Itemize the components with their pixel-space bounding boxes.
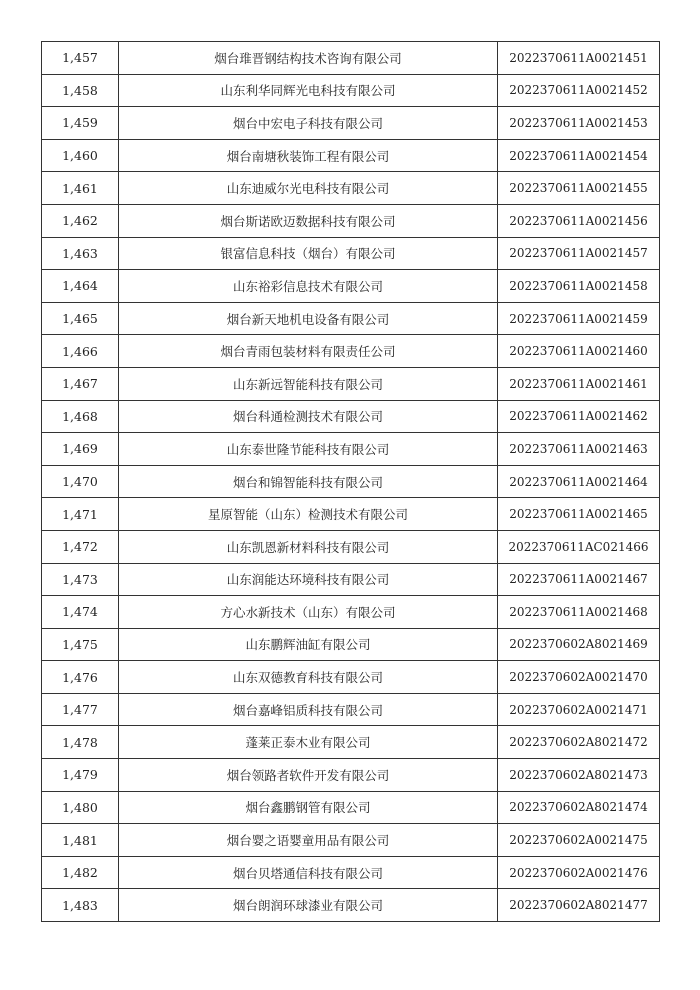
row-number-cell: 1,472 xyxy=(42,530,119,563)
row-number-cell: 1,462 xyxy=(42,204,119,237)
row-number-cell: 1,469 xyxy=(42,433,119,466)
registration-code-cell: 2022370611AC021466 xyxy=(498,530,660,563)
row-number-cell: 1,479 xyxy=(42,759,119,792)
company-name-cell: 烟台婴之语婴童用品有限公司 xyxy=(119,824,498,857)
company-name-cell: 山东鹏辉油缸有限公司 xyxy=(119,628,498,661)
registration-code-cell: 2022370611A0021463 xyxy=(498,433,660,466)
table-row xyxy=(42,139,660,172)
company-name-cell: 山东润能达环境科技有限公司 xyxy=(119,563,498,596)
company-name-cell: 山东迪威尔光电科技有限公司 xyxy=(119,172,498,205)
row-number-cell: 1,458 xyxy=(42,74,119,107)
table-row xyxy=(42,335,660,368)
row-number-cell: 1,457 xyxy=(42,42,119,75)
row-number-cell: 1,467 xyxy=(42,367,119,400)
table-row xyxy=(42,563,660,596)
table-row xyxy=(42,596,660,629)
company-name-cell: 山东双德教育科技有限公司 xyxy=(119,661,498,694)
table-row xyxy=(42,889,660,922)
table-row xyxy=(42,172,660,205)
registration-code-cell: 2022370611A0021454 xyxy=(498,139,660,172)
registration-code-cell: 2022370611A0021465 xyxy=(498,498,660,531)
table-row xyxy=(42,302,660,335)
row-number-cell: 1,470 xyxy=(42,465,119,498)
row-number-cell: 1,463 xyxy=(42,237,119,270)
company-name-cell: 烟台青雨包装材料有限责任公司 xyxy=(119,335,498,368)
row-number-cell: 1,473 xyxy=(42,563,119,596)
table-row xyxy=(42,726,660,759)
table-row xyxy=(42,530,660,563)
registration-code-cell: 2022370602A8021477 xyxy=(498,889,660,922)
table-row xyxy=(42,661,660,694)
registry-table-body xyxy=(42,42,660,922)
table-row xyxy=(42,270,660,303)
registration-code-cell: 2022370611A0021459 xyxy=(498,302,660,335)
registration-code-cell: 2022370611A0021458 xyxy=(498,270,660,303)
table-row xyxy=(42,237,660,270)
company-name-cell: 烟台斯诺欧迈数据科技有限公司 xyxy=(119,204,498,237)
company-name-cell: 方心水新技术（山东）有限公司 xyxy=(119,596,498,629)
registration-code-cell: 2022370611A0021461 xyxy=(498,367,660,400)
row-number-cell: 1,459 xyxy=(42,107,119,140)
row-number-cell: 1,475 xyxy=(42,628,119,661)
registration-code-cell: 2022370611A0021462 xyxy=(498,400,660,433)
row-number-cell: 1,482 xyxy=(42,856,119,889)
registration-code-cell: 2022370611A0021456 xyxy=(498,204,660,237)
company-name-cell: 烟台中宏电子科技有限公司 xyxy=(119,107,498,140)
registration-code-cell: 2022370611A0021468 xyxy=(498,596,660,629)
company-name-cell: 烟台领路者软件开发有限公司 xyxy=(119,759,498,792)
row-number-cell: 1,478 xyxy=(42,726,119,759)
registration-code-cell: 2022370602A0021476 xyxy=(498,856,660,889)
table-row xyxy=(42,498,660,531)
company-name-cell: 烟台贝塔通信科技有限公司 xyxy=(119,856,498,889)
table-row xyxy=(42,791,660,824)
table-row xyxy=(42,204,660,237)
registration-code-cell: 2022370602A8021474 xyxy=(498,791,660,824)
registry-table-container xyxy=(41,41,658,922)
table-row xyxy=(42,367,660,400)
row-number-cell: 1,464 xyxy=(42,270,119,303)
registration-code-cell: 2022370611A0021452 xyxy=(498,74,660,107)
registration-code-cell: 2022370611A0021467 xyxy=(498,563,660,596)
company-name-cell: 烟台嘉峰铝质科技有限公司 xyxy=(119,693,498,726)
registration-code-cell: 2022370602A8021473 xyxy=(498,759,660,792)
table-row xyxy=(42,856,660,889)
row-number-cell: 1,476 xyxy=(42,661,119,694)
row-number-cell: 1,460 xyxy=(42,139,119,172)
registration-code-cell: 2022370611A0021457 xyxy=(498,237,660,270)
registration-code-cell: 2022370611A0021455 xyxy=(498,172,660,205)
company-name-cell: 烟台朗润环球漆业有限公司 xyxy=(119,889,498,922)
row-number-cell: 1,481 xyxy=(42,824,119,857)
table-row xyxy=(42,824,660,857)
table-row xyxy=(42,400,660,433)
company-name-cell: 山东泰世隆节能科技有限公司 xyxy=(119,433,498,466)
row-number-cell: 1,483 xyxy=(42,889,119,922)
company-name-cell: 烟台鑫鹏钢管有限公司 xyxy=(119,791,498,824)
company-name-cell: 山东新远智能科技有限公司 xyxy=(119,367,498,400)
registration-code-cell: 2022370611A0021464 xyxy=(498,465,660,498)
table-row xyxy=(42,107,660,140)
company-name-cell: 烟台南塘秋装饰工程有限公司 xyxy=(119,139,498,172)
registration-code-cell: 2022370602A0021471 xyxy=(498,693,660,726)
registration-code-cell: 2022370611A0021453 xyxy=(498,107,660,140)
row-number-cell: 1,466 xyxy=(42,335,119,368)
registration-code-cell: 2022370602A0021470 xyxy=(498,661,660,694)
table-row xyxy=(42,693,660,726)
row-number-cell: 1,461 xyxy=(42,172,119,205)
table-row xyxy=(42,42,660,75)
company-name-cell: 烟台琟晋钢结构技术咨询有限公司 xyxy=(119,42,498,75)
table-row xyxy=(42,74,660,107)
row-number-cell: 1,474 xyxy=(42,596,119,629)
registration-code-cell: 2022370602A0021475 xyxy=(498,824,660,857)
registration-code-cell: 2022370602A8021469 xyxy=(498,628,660,661)
company-name-cell: 烟台科通检测技术有限公司 xyxy=(119,400,498,433)
table-row xyxy=(42,628,660,661)
table-row xyxy=(42,433,660,466)
row-number-cell: 1,477 xyxy=(42,693,119,726)
company-name-cell: 银富信息科技（烟台）有限公司 xyxy=(119,237,498,270)
row-number-cell: 1,468 xyxy=(42,400,119,433)
company-name-cell: 山东凯恩新材料科技有限公司 xyxy=(119,530,498,563)
company-name-cell: 星原智能（山东）检测技术有限公司 xyxy=(119,498,498,531)
table-row xyxy=(42,759,660,792)
registration-code-cell: 2022370611A0021460 xyxy=(498,335,660,368)
registration-code-cell: 2022370611A0021451 xyxy=(498,42,660,75)
company-name-cell: 蓬莱正泰木业有限公司 xyxy=(119,726,498,759)
company-name-cell: 烟台和锦智能科技有限公司 xyxy=(119,465,498,498)
row-number-cell: 1,471 xyxy=(42,498,119,531)
company-name-cell: 山东利华同辉光电科技有限公司 xyxy=(119,74,498,107)
company-name-cell: 烟台新天地机电设备有限公司 xyxy=(119,302,498,335)
registration-code-cell: 2022370602A8021472 xyxy=(498,726,660,759)
row-number-cell: 1,480 xyxy=(42,791,119,824)
row-number-cell: 1,465 xyxy=(42,302,119,335)
table-row xyxy=(42,465,660,498)
registry-table xyxy=(41,41,660,922)
company-name-cell: 山东裕彩信息技术有限公司 xyxy=(119,270,498,303)
